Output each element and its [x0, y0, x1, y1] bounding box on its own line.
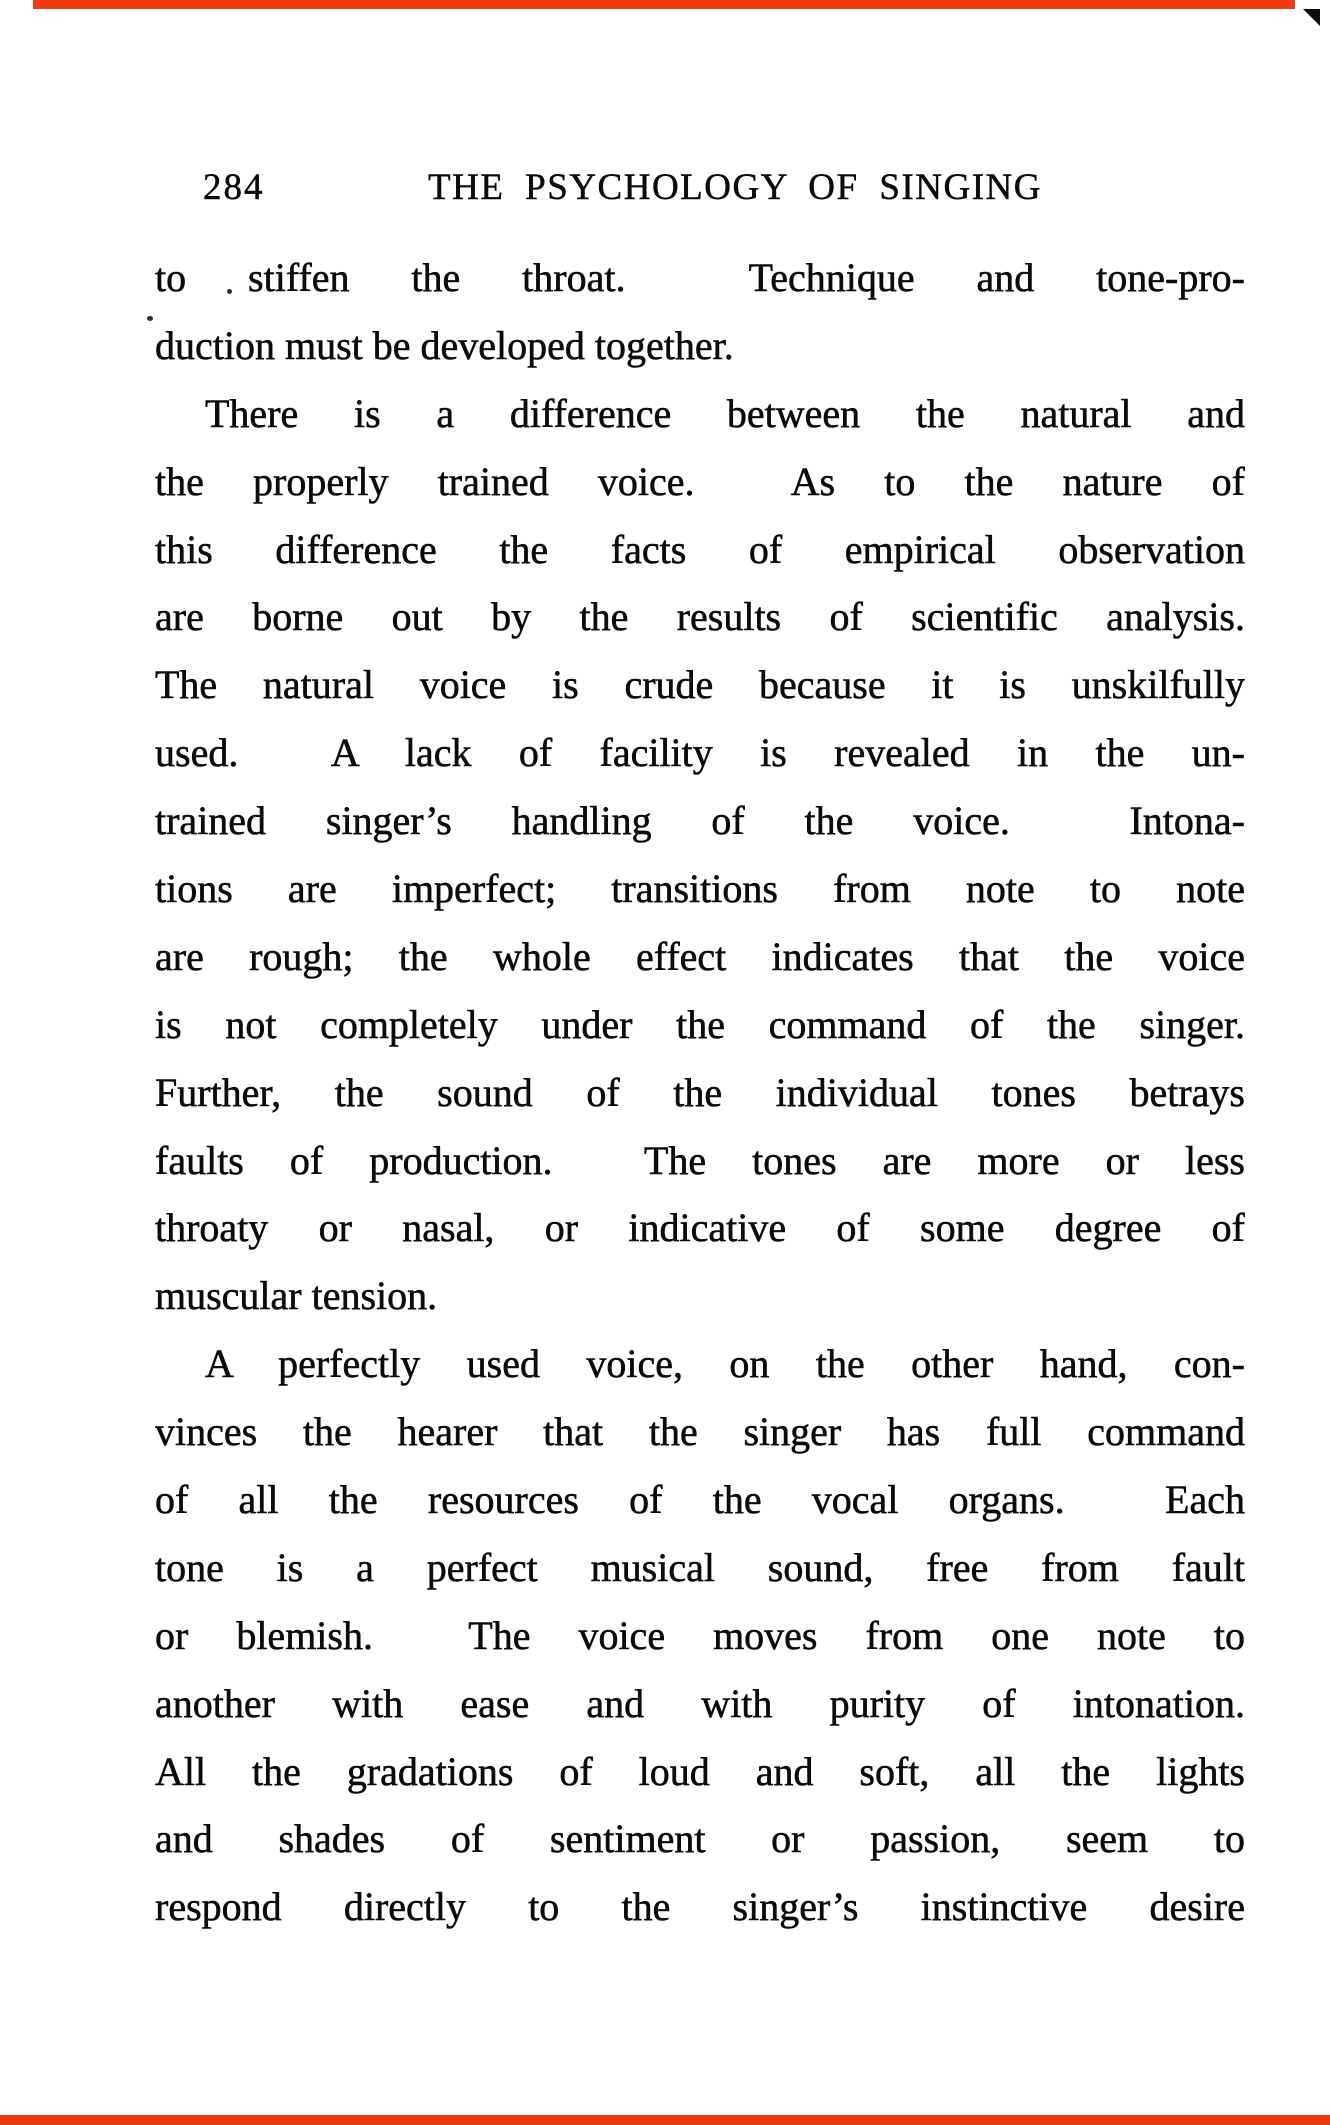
text-line: respond directly to the singer’s instinctive desire — [155, 1884, 1245, 1930]
text-line: Further, the sound of the individual tones betrays — [155, 1069, 1245, 1115]
text-line: trained singer’s handling of the voice. Intona- — [155, 798, 1245, 844]
text-line: of all the resources of the vocal organs. Each — [155, 1477, 1245, 1523]
text-line: There is a difference between the natural and — [205, 390, 1245, 436]
text-line: All the gradations of loud and soft, all the lights — [155, 1748, 1245, 1794]
text-line: is not completely under the command of the singer. — [155, 1001, 1245, 1047]
text-line: and shades of sentiment or passion, seem to — [155, 1816, 1245, 1862]
text-line: to stiffen the throat. Technique and tone-pro- — [155, 255, 1245, 300]
text-line: are borne out by the results of scientific analysis. — [155, 594, 1245, 640]
text-line: the properly trained voice. As to the nature of — [155, 458, 1245, 504]
page-number: 284 — [203, 167, 265, 208]
body-text — [155, 244, 1245, 1941]
text-line: are rough; the whole effect indicates that the voice — [155, 933, 1245, 979]
text-line: throaty or nasal, or indicative of some degree of — [155, 1205, 1245, 1251]
text-line: muscular tension. — [155, 1273, 438, 1319]
text-line: tone is a perfect musical sound, free from fault — [155, 1544, 1245, 1590]
running-title: THE PSYCHOLOGY OF SINGING — [428, 167, 1042, 208]
text-line: vinces the hearer that the singer has full command — [155, 1409, 1245, 1455]
text-line: another with ease and with purity of intonation. — [155, 1680, 1245, 1726]
bottom-scan-edge-artifact — [0, 2115, 1330, 2125]
text-line: used. A lack of facility is revealed in the un- — [155, 730, 1245, 776]
text-line: A perfectly used voice, on the other hand, con- — [205, 1341, 1245, 1387]
text-line: The natural voice is crude because it is unskilfully — [155, 662, 1245, 708]
text-line: this difference the facts of empirical observation — [155, 526, 1245, 572]
running-header — [0, 166, 1330, 216]
text-line: tions are imperfect; transitions from note to note — [155, 866, 1245, 912]
top-scan-edge-artifact — [33, 0, 1295, 9]
text-line: faults of production. The tones are more or less — [155, 1137, 1245, 1183]
text-line: duction must be developed together. — [155, 322, 734, 368]
text-line: or blemish. The voice moves from one note to — [155, 1612, 1245, 1658]
ink-speck — [147, 316, 153, 321]
corner-ink-mark — [1303, 9, 1320, 26]
